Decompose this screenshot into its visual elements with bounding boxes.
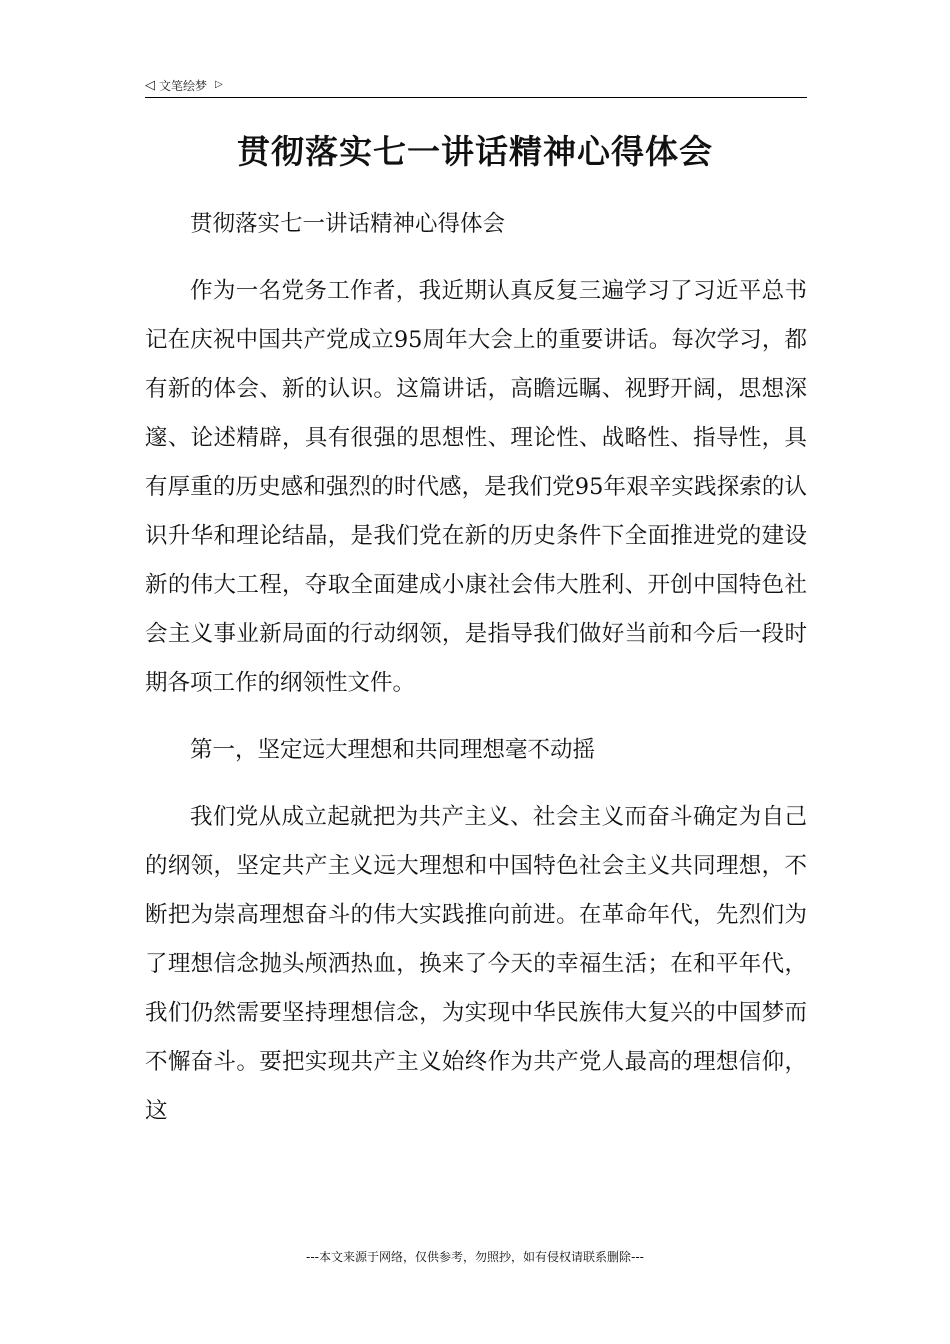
document-title: 贯彻落实七一讲话精神心得体会 — [237, 132, 713, 171]
footer-notice: ---本文来源于网络，仅供参考，勿照抄，如有侵权请联系删除--- — [306, 1250, 644, 1264]
triangle-right-icon: ▷ — [215, 79, 223, 90]
paragraph-section-1: 我们党从成立起就把为共产主义、社会主义而奋斗确定为自己的纲领，坚定共产主义远大理想和中国特色社会主义共同理想，不断把为崇高理想奋斗的伟大实践推向前进。在革命年代，先烈们为了理想信念抛头颅洒热血，换来了今天的幸福生活；在和平年代，我们仍然需要坚持理想信念，为实现中华民族伟大复兴的中国梦而不懈奋斗。要把实现共产主义始终作为共产党人最高的理想信仰，这 — [145, 804, 807, 1124]
paragraph-intro: 作为一名党务工作者，我近期认真反复三遍学习了习近平总书记在庆祝中国共产党成立95周年大会上的重要讲话。每次学习，都有新的体会、新的认识。这篇讲话，高瞻远瞩、视野开阔，思想深邃、论述精辟，具有很强的思想性、理论性、战略性、指导性，具有厚重的历史感和强烈的时代感，是我们党95年艰辛实践探索的认识升华和理论结晶，是我们党在新的历史条件下全面推进党的建设新的伟大工程，夺取全面建成小康社会伟大胜利、开创中国特色社会主义事业新局面的行动纲领，是指导我们做好当前和今后一段时期各项工作的纲领性文件。 — [145, 278, 807, 696]
page-header — [145, 74, 223, 96]
header-brand: 文笔绘梦 — [159, 78, 208, 93]
header-rule — [145, 97, 807, 98]
section-heading-1: 第一，坚定远大理想和共同理想毫不动摇 — [190, 737, 596, 763]
document-subtitle: 贯彻落实七一讲话精神心得体会 — [190, 211, 506, 237]
document-body — [145, 200, 807, 1154]
triangle-left-icon: ◁ — [145, 77, 155, 93]
